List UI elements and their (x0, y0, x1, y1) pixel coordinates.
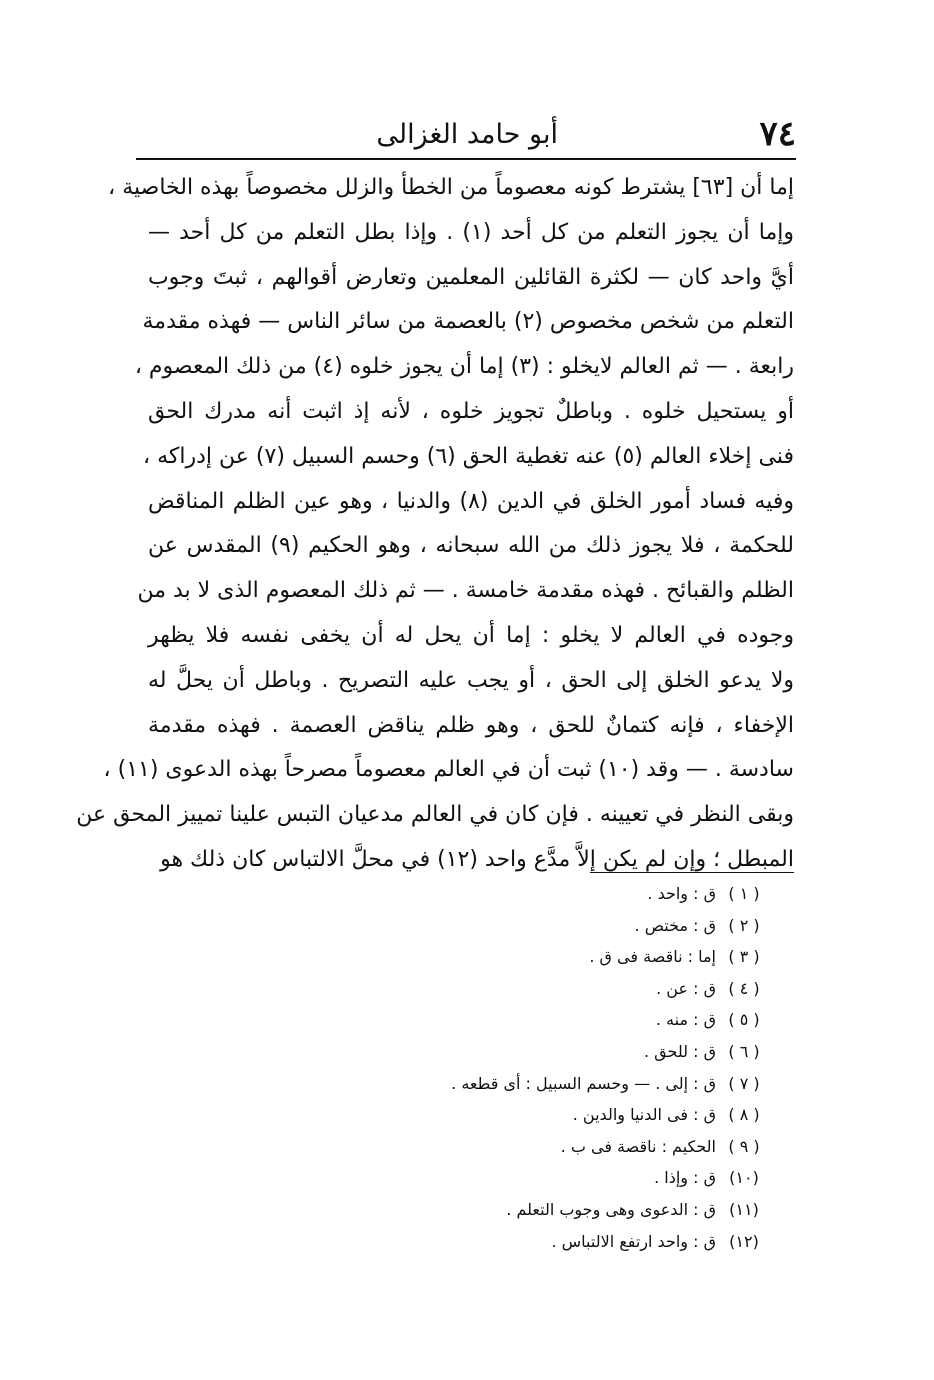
footnote-number: ( ٨ ) (728, 1105, 760, 1125)
footnote-text: ق : مختص . (634, 915, 716, 935)
footnote-text: ق : للحق . (644, 1041, 716, 1061)
footnote-text: إما : ناقصة فى ق . (589, 947, 716, 967)
page-header (136, 110, 796, 160)
footnote-text: ق : إلى . — وحسم السبيل : أى قطعه . (451, 1073, 716, 1093)
text-line: أيَّ واحد كان — لكثرة القائلين المعلمين وتعارض أقوالهم ، ثبتَ وجوب (148, 264, 794, 290)
footnote-number: ( ٥ ) (728, 1010, 760, 1030)
footnote-text: الحكيم : ناقصة فى ب . (560, 1136, 716, 1156)
footnote-text: ق : واحد . (647, 884, 716, 903)
footnote-number: ( ٣ ) (728, 947, 760, 967)
footnote-text: ق : وإذا . (654, 1168, 716, 1188)
footnote-number: ( ٢ ) (728, 915, 760, 935)
footnote-number: ( ٤ ) (728, 978, 760, 998)
text-line: وجوده في العالم لا يخلو : إما أن يحل له أن يخفى نفسه فلا يظهر (148, 622, 794, 648)
text-line: رابعة . — ثم العالم لايخلو : (٣) إما أن يجوز خلوه (٤) من ذلك المعصوم ، (134, 354, 794, 380)
text-line: الإخفاء ، فإنه كتمانٌ للحق ، وهو ظلم يناقض العصمة . فهذه مقدمة (148, 712, 794, 738)
footnotes (380, 878, 764, 1257)
footnote-number: (١٠) (729, 1168, 759, 1188)
text-line: وإما أن يجوز التعلم من كل أحد (١) . وإذا بطل التعلم من كل أحد — (148, 219, 794, 245)
footnote (380, 1068, 764, 1100)
footnote-text: ق : فى الدنيا والدين . (572, 1105, 716, 1125)
footnote (380, 1099, 764, 1131)
footnote (380, 1131, 764, 1163)
text-line: سادسة . — وقد (١٠) ثبت أن في العالم معصوماً مصرحاً بهذه الدعوى (١١) ، (103, 757, 794, 783)
footnote-number: ( ٧ ) (728, 1073, 760, 1093)
footnote (380, 1004, 764, 1036)
footnote-text: ق : واحد ارتفع الالتباس . (551, 1231, 716, 1251)
header-rule (136, 158, 796, 160)
main-text (76, 166, 794, 883)
footnote-text: ق : عن . (656, 978, 716, 998)
footnote-number: ( ١ ) (728, 884, 760, 903)
footnote-number: (١٢) (729, 1231, 759, 1251)
text-line: المبطل ؛ وإن لم يكن إلاَّ مدَّع واحد (١٢) في محلَّ الالتباس كان ذلك هو (160, 846, 794, 872)
text-line: وبقى النظر في تعيينه . فإن كان في العالم مدعيان التبس علينا تمييز المحق عن (76, 802, 794, 828)
footnote (380, 1194, 764, 1226)
text-line: أو يستحيل خلوه . وباطلٌ تجويز خلوه ، لأنه إذ اثبت أنه مدرك الحق (148, 398, 794, 424)
text-line: الظلم والقبائح . فهذه مقدمة خامسة . — ثم ذلك المعصوم الذى لا بد من (137, 578, 794, 604)
text-line: للحكمة ، فلا يجوز ذلك من الله سبحانه ، وهو الحكيم (٩) المقدس عن (148, 533, 794, 559)
text-line: التعلم من شخص مخصوص (٢) بالعصمة من سائر الناس — فهذه مقدمة (142, 309, 794, 335)
text-line: ولا يدعو الخلق إلى الحق ، أو يجب عليه التصريح . وباطل أن يحلَّ له (148, 667, 794, 693)
text-line: إما أن [٦٣] يشترط كونه معصوماً من الخطأ والزلل مخصوصاً بهذه الخاصية ، (108, 175, 794, 200)
page-number: ٧٤ (759, 114, 796, 154)
footnote-number: (١١) (729, 1199, 759, 1219)
footnote (380, 973, 764, 1005)
footnote (380, 1036, 764, 1068)
footnote-number: ( ٩ ) (728, 1136, 760, 1156)
running-title: أبو حامد الغزالى (376, 119, 558, 150)
text-line: فنى إخلاء العالم (٥) عنه تغطية الحق (٦) وحسم السبيل (٧) عن إدراكه ، (143, 443, 794, 469)
footnote-text: ق : الدعوى وهى وجوب التعلم . (506, 1199, 716, 1219)
footnote (380, 910, 764, 942)
footnote (380, 878, 764, 910)
footnote-rule (590, 872, 794, 873)
footnote-text: ق : منه . (655, 1010, 716, 1030)
footnote (380, 1162, 764, 1194)
footnote-number: ( ٦ ) (728, 1041, 760, 1061)
footnote (380, 1226, 764, 1258)
text-line: وفيه فساد أمور الخلق في الدين (٨) والدنيا ، وهو عين الظلم المناقض (148, 488, 794, 514)
footnote (380, 941, 764, 973)
